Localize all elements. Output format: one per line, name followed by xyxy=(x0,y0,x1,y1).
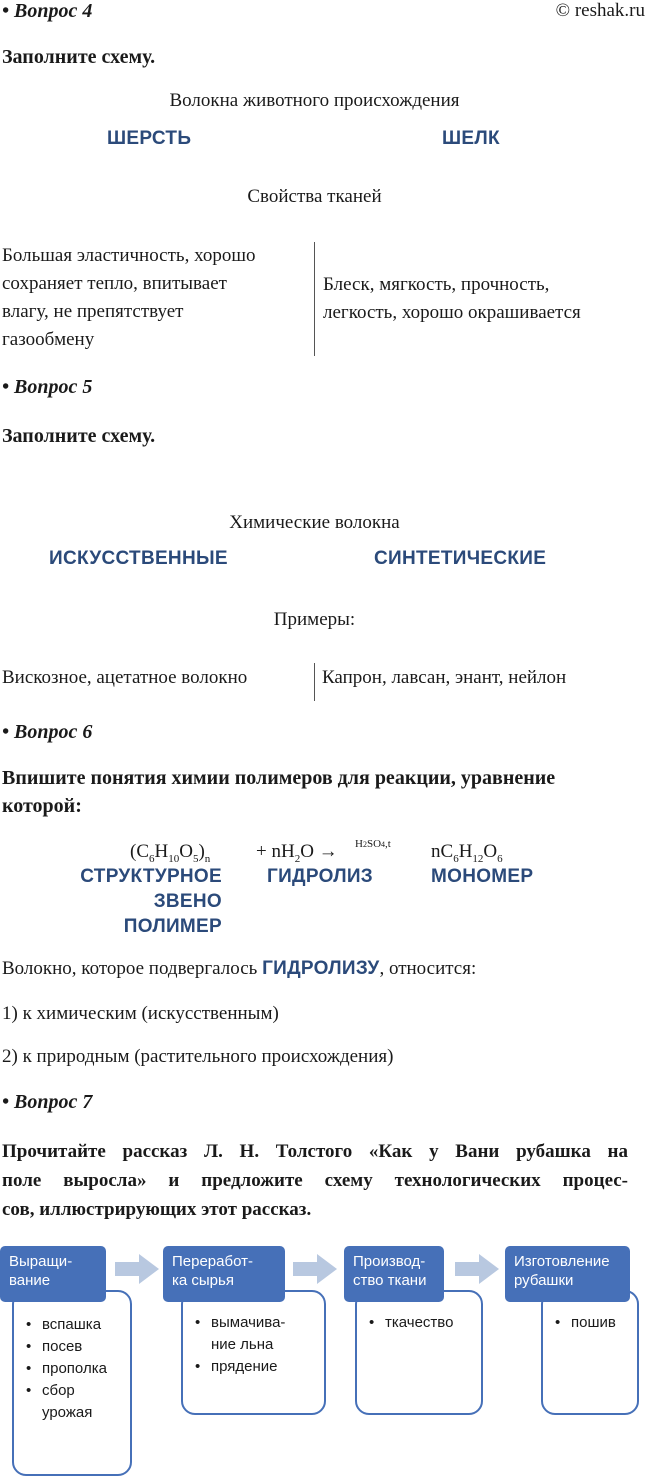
q4-left-properties xyxy=(2,242,256,354)
eq-sub: 6 xyxy=(497,852,503,865)
eq-sub: 6 xyxy=(149,852,155,865)
sentence-part: Волокно, которое подвергалось xyxy=(2,958,263,979)
site-credit: © reshak.ru xyxy=(555,0,645,21)
q7-task-line-2: поле выросла» и предложите схему технологических процес- xyxy=(2,1170,628,1191)
q5-left-examples: Вискозное, ацетатное волокно xyxy=(2,667,248,688)
question-6-title: • Вопрос 6 xyxy=(2,721,93,743)
q6-option-2: 2) к природным (растительного происхождения) xyxy=(2,1046,394,1067)
eq-sub: n xyxy=(204,852,211,865)
stage-4-list xyxy=(543,1312,637,1334)
stage-3-header xyxy=(344,1246,444,1302)
stage-2-header-line: Переработ- xyxy=(172,1253,253,1270)
eq-part: + nH xyxy=(256,841,295,862)
q4-task: Заполните схему. xyxy=(2,46,156,68)
q4-divider xyxy=(314,242,315,356)
label-unit: ЗВЕНО xyxy=(153,891,222,912)
eq-part: H xyxy=(154,841,169,862)
q5-top-label: Химические волокна xyxy=(229,512,400,533)
question-4-title: • Вопрос 4 xyxy=(2,0,93,22)
q6-option-1: 1) к химическим (искусственным) xyxy=(2,1003,279,1024)
stage-4-header-line: Изготовление xyxy=(514,1253,610,1270)
q6-task-line-2: которой: xyxy=(2,795,82,817)
stage-1-item: • посев xyxy=(42,1336,130,1358)
stage-1-item: • прополка xyxy=(42,1358,130,1380)
label-structural: СТРУКТУРНОЕ xyxy=(80,866,222,887)
question-7-title: • Вопрос 7 xyxy=(2,1091,93,1113)
eq-part: (C xyxy=(130,841,149,862)
stage-2-header xyxy=(163,1246,285,1302)
eq-polymer xyxy=(130,841,210,865)
stage-2-header-line: ка сырья xyxy=(172,1272,234,1289)
stage-4-header xyxy=(505,1246,630,1302)
q5-task: Заполните схему. xyxy=(2,425,156,447)
arrow-1-icon xyxy=(115,1254,159,1284)
eq-conditions xyxy=(355,838,391,850)
eq-part: nC xyxy=(431,841,454,862)
stage-3-list xyxy=(357,1312,481,1334)
q6-sentence xyxy=(2,958,476,980)
stage-2-item: • вымачива-ние льна xyxy=(211,1312,301,1356)
eq-sub: 5 xyxy=(192,852,199,865)
q4-left-line-1: Большая эластичность, хорошо xyxy=(2,245,256,266)
stage-4-header-line: рубашки xyxy=(514,1272,574,1289)
label-hydrolysis: ГИДРОЛИЗ xyxy=(267,866,373,887)
stage-2-item: • прядение xyxy=(211,1356,324,1378)
eq-sub: 2 xyxy=(294,852,301,865)
stage-1-item: • сбор урожая xyxy=(42,1380,112,1424)
arrow-2-icon xyxy=(293,1254,337,1284)
label-polymer: ПОЛИМЕР xyxy=(123,916,222,937)
stage-4-card xyxy=(541,1290,639,1415)
q4-right-answer: ШЕЛК xyxy=(442,128,500,149)
stage-1-list xyxy=(14,1314,130,1424)
eq-part: ) xyxy=(198,841,205,862)
question-5-title: • Вопрос 5 xyxy=(2,376,93,398)
stage-1-item: • вспашка xyxy=(42,1314,130,1336)
eq-sub: 10 xyxy=(168,852,180,865)
q5-divider xyxy=(314,663,315,701)
stage-3-header-line: Производ- xyxy=(353,1253,426,1270)
q7-task-line-3: сов, иллюстрирующих этот рассказ. xyxy=(2,1199,312,1220)
q4-right-line-2: легкость, хорошо окрашивается xyxy=(323,302,581,323)
eq-sub: 6 xyxy=(453,852,459,865)
arrow-3-icon xyxy=(455,1254,499,1284)
q4-right-line-1: Блеск, мягкость, прочность, xyxy=(323,274,550,295)
eq-part: H xyxy=(355,838,363,850)
stage-2-card xyxy=(181,1290,326,1415)
q4-right-properties xyxy=(323,271,581,327)
q4-top-label: Волокна животного происхождения xyxy=(169,90,460,111)
eq-sub: 2 xyxy=(362,840,367,849)
eq-sub: 4 xyxy=(381,840,386,849)
stage-4-item: • пошив xyxy=(571,1312,637,1334)
sentence-answer: ГИДРОЛИЗУ xyxy=(262,958,380,979)
eq-part: H xyxy=(458,841,473,862)
q7-task xyxy=(2,1137,628,1224)
stage-1-header-line: вание xyxy=(9,1272,51,1289)
eq-sub: 12 xyxy=(472,852,484,865)
stage-1-header xyxy=(0,1246,106,1302)
q5-left-answer: ИСКУССТВЕННЫЕ xyxy=(49,548,228,569)
eq-part: ,t xyxy=(385,838,391,850)
eq-part: O xyxy=(179,841,193,862)
eq-water xyxy=(256,841,338,865)
q4-middle-label: Свойства тканей xyxy=(247,186,382,207)
label-monomer: МОНОМЕР xyxy=(431,866,534,887)
q5-middle-label: Примеры: xyxy=(273,609,356,630)
q7-task-line-1: Прочитайте рассказ Л. Н. Толстого «Как у Вани рубашка на xyxy=(2,1141,628,1162)
q4-left-line-4: газообмену xyxy=(2,329,95,350)
q5-right-answer: СИНТЕТИЧЕСКИЕ xyxy=(374,548,547,569)
q6-task-line-1: Впишите понятия химии полимеров для реакции, уравнение xyxy=(2,767,556,789)
stage-2-list xyxy=(183,1312,324,1378)
eq-part: SO xyxy=(366,838,382,850)
q5-right-examples: Капрон, лавсан, энант, нейлон xyxy=(322,667,567,688)
q4-left-line-2: сохраняет тепло, впитывает xyxy=(2,273,227,294)
sentence-part: , относится: xyxy=(379,958,477,979)
eq-part: O xyxy=(483,841,498,862)
eq-part: O → xyxy=(300,841,338,862)
stage-3-card xyxy=(355,1290,483,1415)
q4-left-line-3: влагу, не препятствует xyxy=(2,301,184,322)
stage-1-header-line: Выращи- xyxy=(9,1253,73,1270)
eq-product xyxy=(431,841,503,865)
stage-3-item: • ткачество xyxy=(385,1312,481,1334)
stage-1-card xyxy=(12,1290,132,1476)
q4-left-answer: ШЕРСТЬ xyxy=(107,128,192,149)
stage-3-header-line: ство ткани xyxy=(353,1272,427,1289)
